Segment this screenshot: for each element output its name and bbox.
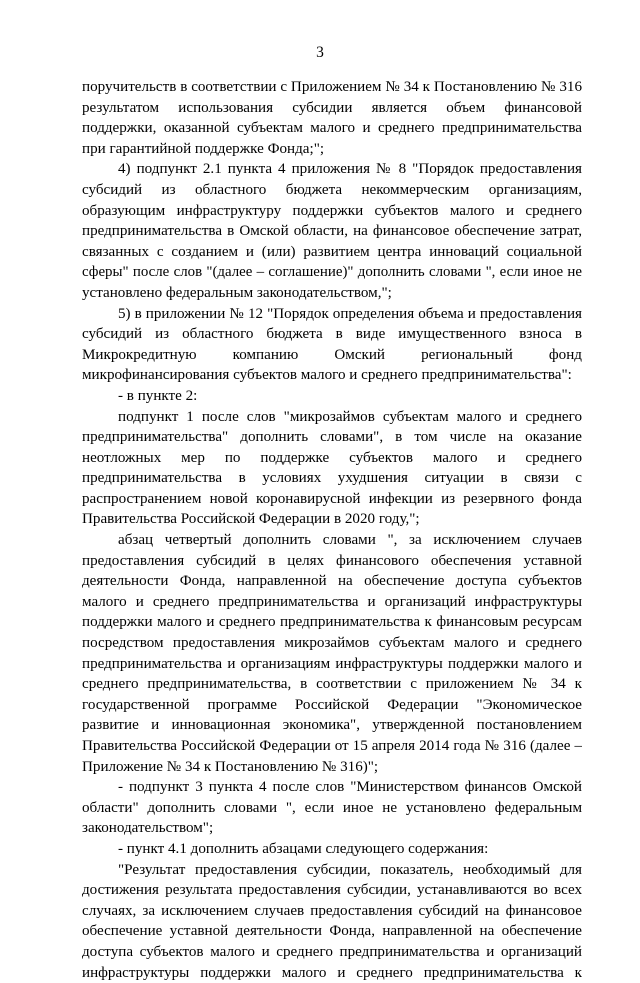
document-body	[82, 77, 582, 983]
text-line: государственной программе Российской Федерации "Экономическое	[82, 696, 582, 713]
text-line: предпринимательства и организациям инфраструктуры поддержки малого и	[82, 655, 582, 672]
text-line: установлено федеральным законодательством,";	[82, 284, 392, 301]
text-line: инфраструктуры поддержки малого и среднего предпринимательства к	[82, 964, 582, 981]
text-line: при гарантийной поддержке Фонда;";	[82, 140, 325, 157]
text-line: 5) в приложении № 12 "Порядок определения объема и предоставления	[118, 305, 582, 322]
text-line: предпринимательства в условиях ухудшения ситуации в связи с	[82, 470, 582, 487]
text-line: законодательством";	[82, 820, 214, 837]
text-line: субсидий из областного бюджета в виде имущественного взноса в	[82, 326, 582, 343]
text-line: микрофинансирования субъектов малого и среднего предпринимательства":	[82, 367, 572, 384]
text-line: Приложение № 34 к Постановлению № 316)";	[82, 758, 379, 775]
text-line: деятельности Фонда, направленной на обеспечение доступа субъектов	[82, 573, 582, 590]
text-line: распространением новой коронавирусной инфекции из резервного фонда	[82, 490, 582, 507]
text-line: субсидий из областного бюджета некоммерческим организациям,	[82, 181, 582, 198]
text-line: неотложных мер по поддержке субъектов малого и среднего	[82, 449, 582, 466]
text-line: поручительств в соответствии с Приложением № 34 к Постановлению № 316	[82, 79, 582, 95]
text-line: предоставления субсидий в целях финансового обеспечения уставной	[82, 552, 582, 569]
text-line: предпринимательства в Омской области, на финансовое обеспечение затрат,	[82, 223, 582, 240]
text-line: среднего предпринимательства, в соответствии с приложением № 34 к	[82, 676, 582, 693]
text-line: образующим инфраструктуру поддержки субъектов малого и среднего	[82, 202, 582, 219]
text-line: посредством предоставления микрозаймов субъектам малого и среднего	[82, 635, 582, 652]
text-line: развитие и инновационная экономика", утвержденной постановлением	[82, 717, 582, 734]
text-line: доступа субъектов малого и среднего предпринимательства и организаций	[82, 943, 582, 960]
text-line: - в пункте 2:	[118, 387, 198, 404]
text-line: поддержки, оказанной субъектам малого и среднего предпринимательства	[82, 120, 582, 137]
text-line: предпринимательства" дополнить словами", в том числе на оказание	[82, 429, 582, 446]
text-line: абзац четвертый дополнить словами ", за исключением случаев	[118, 532, 582, 549]
text-line: сферы" после слов "(далее – соглашение)" дополнить словами ", если иное не	[82, 264, 582, 281]
text-line: Микрокредитную компанию Омский региональный фонд	[82, 346, 582, 363]
text-line: Правительства Российской Федерации от 15 апреля 2014 года № 316 (далее –	[82, 738, 582, 754]
text-line: 4) подпункт 2.1 пункта 4 приложения № 8 "Порядок предоставления	[118, 161, 582, 178]
text-line: - подпункт 3 пункта 4 после слов "Министерством финансов Омской	[118, 779, 582, 796]
text-line: связанных с созданием и (или) развитием центра инноваций социальной	[82, 243, 582, 260]
text-line: случаях, за исключением случаев предоставления субсидий на финансовое	[82, 902, 582, 919]
text-line: - пункт 4.1 дополнить абзацами следующего содержания:	[118, 840, 489, 857]
text-line: "Результат предоставления субсидии, показатель, необходимый для	[118, 861, 582, 878]
text-line: подпункт 1 после слов "микрозаймов субъектам малого и среднего	[118, 408, 582, 425]
text-line: малого и среднего предпринимательства и организаций инфраструктуры	[82, 593, 582, 610]
text-line: области" дополнить словами ", если иное не установлено федеральным	[82, 799, 582, 816]
text-line: достижения результата предоставления субсидии, устанавливаются во всех	[82, 882, 582, 899]
text-line: поддержки малого и среднего предпринимательства к финансовым ресурсам	[82, 614, 582, 631]
text-line: обеспечение уставной деятельности Фонда, направленной на обеспечение	[82, 923, 582, 940]
text-line: Правительства Российской Федерации в 2020 году,";	[82, 511, 420, 528]
text-line: результатом использования субсидии является объем финансовой	[82, 99, 582, 116]
page-number: 3	[316, 44, 324, 61]
